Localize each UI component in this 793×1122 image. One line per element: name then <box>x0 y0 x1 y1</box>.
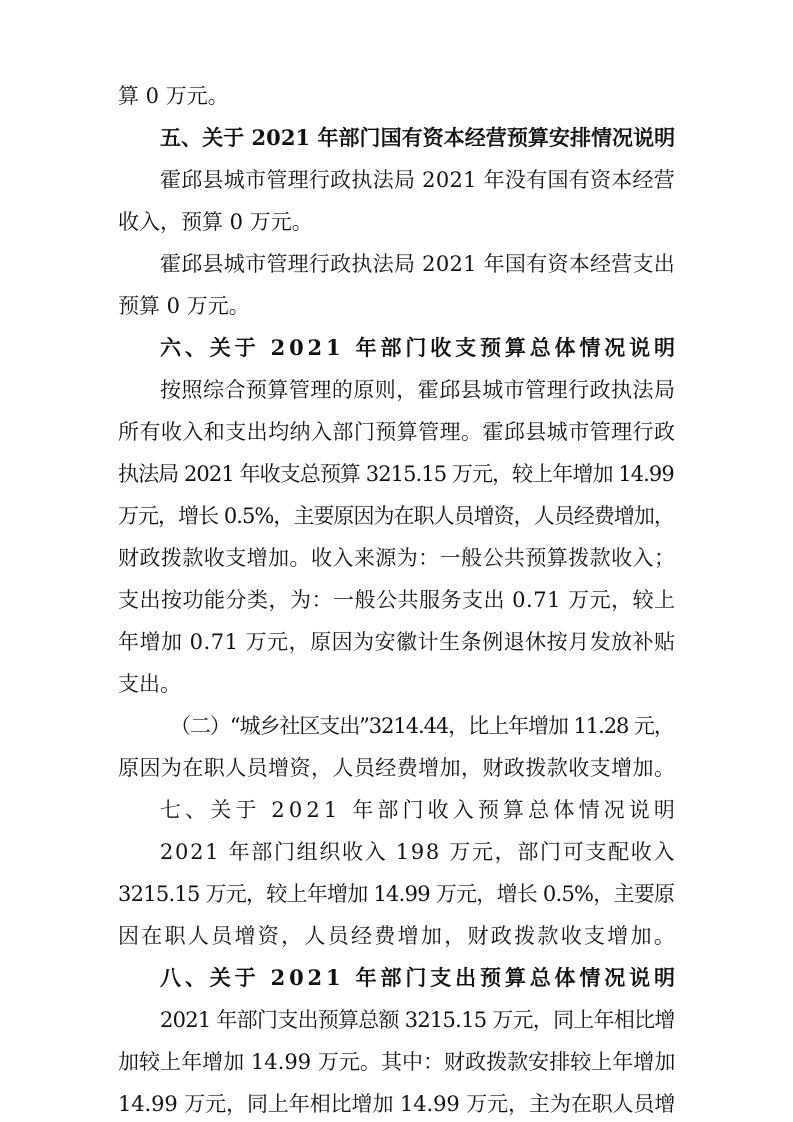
text-line: 万元，增长 0.5%，主要原因为在职人员增资，人员经费增加， <box>118 504 674 528</box>
section-heading-5: 五、关于 2021 年部门国有资本经营预算安排情况说明 <box>160 125 676 150</box>
text-line: 2021 年部门支出预算总额 3215.15 万元，同上年相比增 <box>160 1008 675 1032</box>
text-line: 年增加 0.71 万元，原因为安徽计生条例退休按月发放补贴 <box>118 630 676 654</box>
text-line: 算 0 万元。 <box>118 84 229 108</box>
text-line: （二）“城乡社区支出”3214.44，比上年增加 11.28 元， <box>170 714 674 738</box>
text-line: 支出。 <box>118 672 181 696</box>
text-line: 执法局 2021 年收支总预算 3215.15 万元，较上年增加 14.99 <box>118 462 674 486</box>
text-line: 加较上年增加 14.99 万元。其中：财政拨款安排较上年增加 <box>118 1050 676 1074</box>
text-line: 2021 年部门组织收入 198 万元，部门可支配收入 <box>160 840 677 864</box>
text-line: 所有收入和支出均纳入部门预算管理。霍邱县城市管理行政 <box>118 420 676 444</box>
text-line: 3215.15 万元，较上年增加 14.99 万元，增长 0.5%，主要原 <box>118 882 675 906</box>
text-line: 原因为在职人员增资，人员经费增加，财政拨款收支增加。 <box>118 756 676 780</box>
text-line: 预算 0 万元。 <box>118 294 250 318</box>
text-line: 霍邱县城市管理行政执法局 2021 年没有国有资本经营 <box>160 168 676 192</box>
text-line: 14.99 万元，同上年相比增加 14.99 万元，主为在职人员增 <box>118 1092 676 1116</box>
text-line: 收入，预算 0 万元。 <box>118 210 313 234</box>
text-line: 按照综合预算管理的原则，霍邱县城市管理行政执法局 <box>160 378 676 402</box>
text-line: 财政拨款收支增加。收入来源为：一般公共预算拨款收入； <box>118 546 676 570</box>
text-line: 霍邱县城市管理行政执法局 2021 年国有资本经营支出 <box>160 252 676 276</box>
section-heading-8: 八、关于 2021 年部门支出预算总体情况说明 <box>160 965 679 990</box>
text-line: 因在职人员增资，人员经费增加，财政拨款收支增加。 <box>118 924 678 948</box>
text-line: 支出按功能分类，为：一般公共服务支出 0.71 万元，较上 <box>118 588 676 612</box>
section-heading-6: 六、关于 2021 年部门收支预算总体情况说明 <box>160 335 679 360</box>
section-heading-7: 七、关于 2021 年部门收入预算总体情况说明 <box>160 798 680 822</box>
